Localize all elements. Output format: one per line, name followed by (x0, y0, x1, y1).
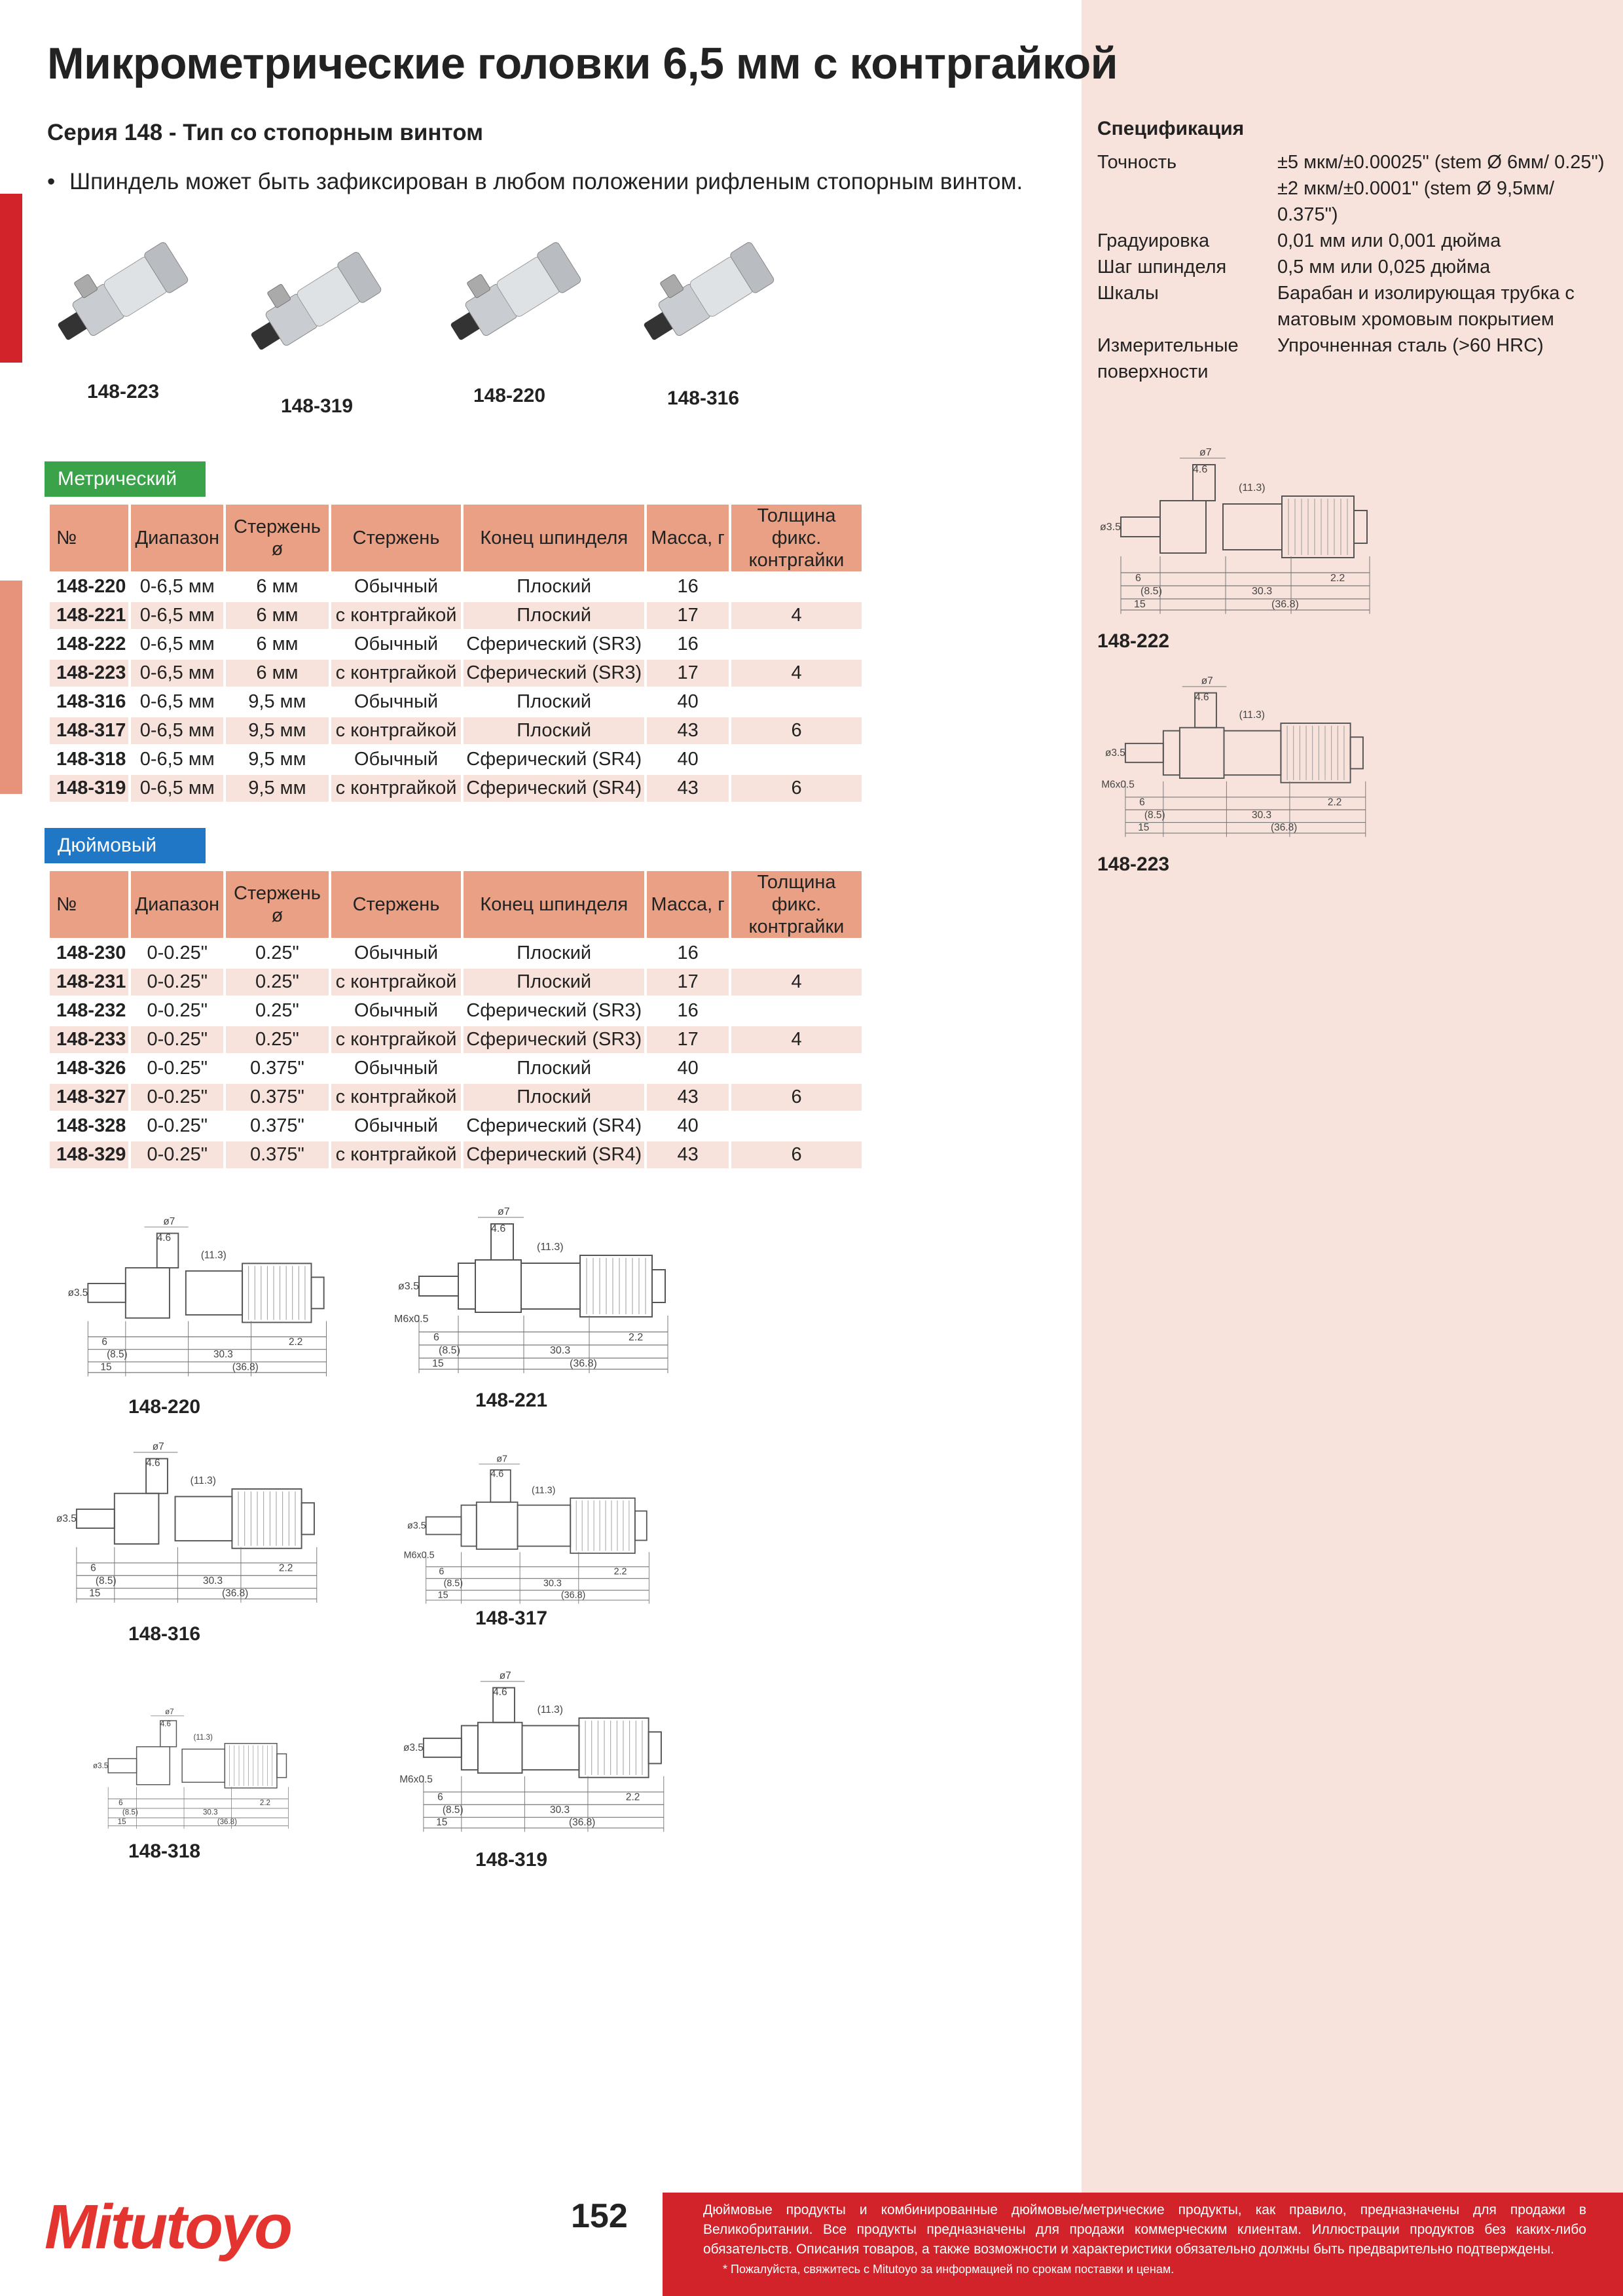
product-photo (39, 226, 196, 370)
table-cell: Обычный (331, 573, 461, 600)
table-cell: 16 (647, 631, 729, 658)
table-cell: с контргайкой (331, 1141, 461, 1168)
dimension-label: 2.2 (613, 1566, 627, 1577)
dimension-label: 30.3 (550, 1804, 570, 1816)
page-title: Микрометрические головки 6,5 мм с контргайкой (47, 39, 1118, 88)
column-header: Диапазон (131, 871, 223, 938)
technical-drawing (1095, 439, 1409, 628)
drawing-label: 148-317 (475, 1607, 548, 1629)
column-header: Масса, г (647, 505, 729, 571)
table-cell: Плоский (464, 717, 644, 744)
spec-value: ±2 мкм/±0.0001" (stem Ø 9,5мм/ 0.375") (1277, 178, 1555, 225)
column-header: Стержень (331, 871, 461, 938)
spec-value: Барабан и изолирующая трубка с матовым хромовым покрытием (1277, 283, 1575, 330)
table-cell: 0-0.25" (131, 940, 223, 967)
dimension-label: (8.5) (122, 1808, 138, 1817)
dimension-label: 6 (433, 1332, 439, 1343)
table-cell: 148-316 (50, 689, 128, 715)
table-cell (731, 1055, 862, 1082)
table-cell: Плоский (464, 689, 644, 715)
table-cell: 148-232 (50, 997, 128, 1024)
table-cell: 6 мм (226, 631, 329, 658)
table-cell (731, 573, 862, 600)
dimension-label: 6 (439, 1566, 445, 1577)
dimension-label: 30.3 (543, 1578, 562, 1589)
table-cell: 148-221 (50, 602, 128, 629)
dimension-label: (11.3) (1239, 709, 1265, 721)
table-cell: 17 (647, 1026, 729, 1053)
table-cell: 148-223 (50, 660, 128, 687)
technical-drawing (393, 1446, 694, 1617)
dimension-label: 6 (437, 1791, 443, 1803)
table-cell: Плоский (464, 969, 644, 996)
table-cell: 6 (731, 1141, 862, 1168)
inch-badge: Дюймовый (45, 828, 206, 863)
table-cell: 0-0.25" (131, 1113, 223, 1139)
dimension-label: 6 (119, 1799, 123, 1807)
dimension-label: (8.5) (439, 1345, 460, 1356)
table-cell: 0-6,5 мм (131, 689, 223, 715)
dimension-label: (8.5) (442, 1804, 464, 1816)
table-cell: 148-230 (50, 940, 128, 967)
table-cell: с контргайкой (331, 602, 461, 629)
dimension-label: 4.6 (146, 1458, 160, 1469)
dimension-label: (36.8) (1270, 822, 1298, 834)
dimension-label: ø7 (498, 1206, 510, 1217)
table-cell: 0-6,5 мм (131, 573, 223, 600)
product-photo-label: 148-220 (473, 385, 546, 406)
table-cell: 16 (647, 940, 729, 967)
table-cell: Обычный (331, 689, 461, 715)
specification-title: Спецификация (1097, 118, 1245, 139)
table-cell: 4 (731, 1026, 862, 1053)
spec-key (1097, 175, 1277, 228)
table-cell: 0-6,5 мм (131, 746, 223, 773)
dimension-label: 2.2 (289, 1336, 303, 1348)
column-header: Конец шпинделя (464, 871, 644, 938)
table-row (50, 940, 862, 967)
dimension-label: (11.3) (537, 1242, 564, 1253)
dimension-label: 4.6 (1193, 464, 1208, 475)
dimension-label: 2.2 (1330, 573, 1345, 584)
table-row (50, 689, 862, 715)
table-cell: 0.375" (226, 1055, 329, 1082)
product-photo-label: 148-223 (86, 381, 160, 403)
spec-key: Измерительные поверхности (1097, 335, 1239, 382)
dimension-label: 2.2 (629, 1332, 644, 1343)
table-cell: 148-326 (50, 1055, 128, 1082)
table-cell (731, 746, 862, 773)
dimension-label: (36.8) (217, 1818, 237, 1826)
table-cell: Плоский (464, 1055, 644, 1082)
spec-row (1097, 228, 1608, 254)
table-row (50, 997, 862, 1024)
dimension-label: M6x0.5 (403, 1550, 435, 1561)
table-cell: 40 (647, 746, 729, 773)
table-row (50, 969, 862, 996)
table-cell: 16 (647, 573, 729, 600)
table-cell (731, 689, 862, 715)
table-cell: Плоский (464, 573, 644, 600)
dimension-label: 15 (117, 1818, 126, 1826)
drawing-label: 148-222 (1097, 630, 1170, 652)
table-cell: 0.375" (226, 1113, 329, 1139)
spec-key: Точность (1097, 152, 1177, 173)
section-tab-red (0, 194, 22, 363)
disclaimer-note: * Пожалуйста, свяжитесь с Mitutoyo за информацией по срокам поставки и ценам. (723, 2263, 1175, 2276)
spec-row (1097, 149, 1608, 175)
dimension-label: (8.5) (107, 1349, 128, 1361)
product-photo (432, 226, 589, 370)
dimension-label: 2.2 (625, 1791, 640, 1803)
table-cell: 6 (731, 775, 862, 802)
dimension-label: ø3.5 (93, 1762, 109, 1770)
table-cell: 43 (647, 1141, 729, 1168)
dimension-label: 30.3 (1252, 586, 1273, 597)
dimension-label: M6x0.5 (1101, 779, 1135, 791)
dimension-label: 4.6 (493, 1687, 507, 1698)
column-header: Толщина фикс. контргайки (731, 505, 862, 571)
dimension-label: 30.3 (203, 1575, 223, 1587)
table-row (50, 573, 862, 600)
technical-drawing (46, 1433, 360, 1617)
spec-value: 0,01 мм или 0,001 дюйма (1277, 230, 1501, 251)
drawing-label: 148-316 (128, 1623, 201, 1645)
dimension-label: 4.6 (160, 1720, 171, 1729)
table-cell: 17 (647, 969, 729, 996)
dimension-label: 4.6 (156, 1232, 172, 1244)
table-header-row (50, 871, 862, 938)
table-cell: с контргайкой (331, 660, 461, 687)
table-cell: с контргайкой (331, 969, 461, 996)
product-photo (232, 236, 390, 380)
bullet-dot: • (47, 169, 56, 194)
spec-row (1097, 332, 1608, 385)
drawing-label: 148-221 (475, 1390, 548, 1411)
table-cell: с контргайкой (331, 1026, 461, 1053)
table-row (50, 631, 862, 658)
drawing-label: 148-220 (128, 1396, 201, 1418)
table-cell: 4 (731, 969, 862, 996)
table-cell: 6 мм (226, 660, 329, 687)
table-cell: с контргайкой (331, 1084, 461, 1111)
technical-drawing (393, 1198, 707, 1388)
table-cell: 6 (731, 717, 862, 744)
metric-badge: Метрический (45, 461, 206, 497)
dimension-label: ø7 (165, 1708, 174, 1716)
dimension-label: (11.3) (193, 1733, 213, 1742)
dimension-label: 15 (89, 1588, 101, 1600)
spec-key: Градуировка (1097, 230, 1210, 251)
table-cell: Обычный (331, 997, 461, 1024)
dimension-label: (8.5) (1140, 586, 1162, 597)
dimension-label: ø3.5 (67, 1287, 88, 1299)
table-cell: 0-0.25" (131, 1026, 223, 1053)
table-row (50, 1084, 862, 1111)
table-cell (731, 997, 862, 1024)
dimension-label: (11.3) (190, 1475, 216, 1487)
table-cell: 17 (647, 602, 729, 629)
dimension-label: (36.8) (570, 1358, 597, 1369)
table-cell: 0-0.25" (131, 997, 223, 1024)
dimension-label: 30.3 (213, 1349, 233, 1361)
table-cell: 16 (647, 997, 729, 1024)
dimension-label: ø3.5 (56, 1513, 77, 1525)
table-cell: 0-6,5 мм (131, 602, 223, 629)
drawing-label: 148-223 (1097, 853, 1170, 875)
dimension-label: ø3.5 (407, 1520, 426, 1532)
table-cell: 148-328 (50, 1113, 128, 1139)
dimension-label: 6 (1139, 797, 1145, 808)
dimension-label: ø7 (1199, 447, 1212, 458)
table-cell: 148-231 (50, 969, 128, 996)
dimension-label: 4.6 (1195, 692, 1209, 704)
table-cell: 148-233 (50, 1026, 128, 1053)
table-row (50, 1055, 862, 1082)
specification-block (1097, 118, 1608, 385)
section-tab-salmon (0, 581, 22, 794)
table-cell: Плоский (464, 940, 644, 967)
table-cell: Сферический (SR3) (464, 660, 644, 687)
drawing-label: 148-318 (128, 1840, 201, 1862)
table-cell: 9,5 мм (226, 689, 329, 715)
spec-value: 0,5 мм или 0,025 дюйма (1277, 257, 1491, 278)
dimension-label: 30.3 (550, 1345, 571, 1356)
table-cell: 148-318 (50, 746, 128, 773)
table-cell: 4 (731, 602, 862, 629)
column-header: Толщина фикс. контргайки (731, 871, 862, 938)
table-row (50, 1141, 862, 1168)
dimension-label: (11.3) (537, 1704, 563, 1716)
column-header: № (50, 871, 128, 938)
disclaimer-box (663, 2193, 1623, 2296)
table-cell: 43 (647, 717, 729, 744)
table-cell: 9,5 мм (226, 717, 329, 744)
dimension-label: 30.3 (1252, 809, 1272, 821)
table-row (50, 1026, 862, 1053)
dimension-label: 15 (432, 1358, 444, 1369)
specification-list (1097, 149, 1608, 385)
table-cell: 43 (647, 775, 729, 802)
table-cell: 4 (731, 660, 862, 687)
table-header-row (50, 505, 862, 571)
table-cell: Сферический (SR3) (464, 1026, 644, 1053)
table-cell: Сферический (SR4) (464, 1113, 644, 1139)
column-header: Стержень (331, 505, 461, 571)
drawing-label: 148-319 (475, 1849, 548, 1871)
dimension-label: ø7 (152, 1441, 164, 1453)
product-photo-label: 148-319 (280, 395, 354, 417)
table-cell: Плоский (464, 602, 644, 629)
dimension-label: 2.2 (259, 1799, 271, 1807)
inch-table (47, 869, 864, 1170)
table-cell: 43 (647, 1084, 729, 1111)
dimension-label: 15 (436, 1817, 448, 1829)
dimension-label: (11.3) (1239, 482, 1266, 493)
dimension-label: (11.3) (200, 1249, 227, 1261)
dimension-label: 2.2 (278, 1562, 293, 1574)
dimension-label: ø7 (163, 1215, 175, 1227)
disclaimer-text: Дюймовые продукты и комбинированные дюймовые/метрические продукты, как правило, предназначены для продажи в Великобритании. Все продукты предназначены для продажи коммерческим клиентам. Иллюстрации продуктов без каких-либо обязательств. Описания товаров, а также возможности и характеристики обязательно должны быть предварительно подтверждены. (703, 2202, 1586, 2257)
table-cell: 0.25" (226, 1026, 329, 1053)
dimension-label: ø7 (1201, 675, 1213, 687)
mitutoyo-logo: Mitutoyo (45, 2192, 291, 2262)
table-cell: 40 (647, 1113, 729, 1139)
technical-drawing (46, 1702, 360, 1839)
dimension-label: 15 (1138, 822, 1150, 834)
table-cell: Обычный (331, 940, 461, 967)
table-cell: Плоский (464, 1084, 644, 1111)
spec-value: Упрочненная сталь (>60 HRC) (1277, 335, 1544, 356)
technical-drawing (1095, 668, 1409, 851)
table-cell: 148-220 (50, 573, 128, 600)
dimension-label: 15 (100, 1361, 112, 1373)
table-cell: Сферический (SR4) (464, 1141, 644, 1168)
column-header: Конец шпинделя (464, 505, 644, 571)
table-cell: Сферический (SR3) (464, 631, 644, 658)
table-cell: Сферический (SR3) (464, 997, 644, 1024)
technical-drawing (393, 1662, 707, 1846)
dimension-label: 4.6 (491, 1223, 506, 1234)
spec-row (1097, 254, 1608, 280)
dimension-label: (36.8) (1271, 599, 1299, 610)
table-cell: с контргайкой (331, 775, 461, 802)
spec-row (1097, 280, 1608, 332)
table-cell: 0.375" (226, 1141, 329, 1168)
spec-row (1097, 175, 1608, 228)
table-cell: 0-6,5 мм (131, 660, 223, 687)
dimension-label: 15 (1134, 599, 1146, 610)
table-cell: 40 (647, 1055, 729, 1082)
table-cell (731, 631, 862, 658)
page-number: 152 (571, 2197, 628, 2235)
feature-bullet (47, 169, 1023, 195)
column-header: № (50, 505, 128, 571)
dimension-label: ø3.5 (403, 1742, 424, 1754)
column-header: Диапазон (131, 505, 223, 571)
table-cell: 0.25" (226, 969, 329, 996)
dimension-label: ø3.5 (1105, 747, 1125, 759)
dimension-label: M6x0.5 (394, 1314, 429, 1325)
table-cell: 0-6,5 мм (131, 775, 223, 802)
dimension-label: (8.5) (95, 1575, 117, 1587)
product-photo (625, 226, 782, 370)
table-row (50, 717, 862, 744)
table-cell: Обычный (331, 746, 461, 773)
dimension-label: ø3.5 (1100, 522, 1122, 533)
table-cell: 0-6,5 мм (131, 631, 223, 658)
dimension-label: (8.5) (443, 1578, 464, 1589)
table-cell: 6 мм (226, 573, 329, 600)
table-cell: 148-329 (50, 1141, 128, 1168)
column-header: Стержень ø (226, 505, 329, 571)
table-cell: 0.25" (226, 940, 329, 967)
dimension-label: 6 (1135, 573, 1141, 584)
dimension-label: ø7 (499, 1670, 511, 1682)
metric-table (47, 503, 864, 804)
table-cell: 17 (647, 660, 729, 687)
table-cell: Обычный (331, 631, 461, 658)
dimension-label: 30.3 (203, 1808, 218, 1817)
dimension-label: ø7 (496, 1454, 508, 1465)
dimension-label: 6 (90, 1562, 96, 1574)
table-cell: 9,5 мм (226, 775, 329, 802)
spec-key: Шаг шпинделя (1097, 257, 1227, 278)
table-cell: 6 мм (226, 602, 329, 629)
table-cell: Сферический (SR4) (464, 746, 644, 773)
table-cell: 0-0.25" (131, 1141, 223, 1168)
table-row (50, 775, 862, 802)
series-subtitle: Серия 148 - Тип со стопорным винтом (47, 120, 484, 145)
table-cell: 0-0.25" (131, 969, 223, 996)
dimension-label: (8.5) (1144, 809, 1165, 821)
table-row (50, 602, 862, 629)
table-cell: 148-327 (50, 1084, 128, 1111)
dimension-label: (36.8) (221, 1588, 249, 1600)
dimension-label: M6x0.5 (399, 1774, 433, 1785)
table-cell: Обычный (331, 1055, 461, 1082)
dimension-label: (36.8) (232, 1361, 259, 1373)
table-cell: с контргайкой (331, 717, 461, 744)
spec-value: ±5 мкм/±0.00025" (stem Ø 6мм/ 0.25") (1277, 152, 1605, 173)
product-photo-label: 148-316 (666, 387, 740, 409)
table-row (50, 746, 862, 773)
dimension-label: 2.2 (1327, 797, 1342, 808)
table-cell: 148-317 (50, 717, 128, 744)
table-cell: Сферический (SR4) (464, 775, 644, 802)
table-cell: 0-0.25" (131, 1055, 223, 1082)
table-cell: 0-6,5 мм (131, 717, 223, 744)
dimension-label: ø3.5 (398, 1281, 420, 1292)
dimension-label: (11.3) (532, 1485, 556, 1496)
table-cell: 9,5 мм (226, 746, 329, 773)
column-header: Масса, г (647, 871, 729, 938)
table-row (50, 1113, 862, 1139)
table-cell (731, 940, 862, 967)
column-header: Стержень ø (226, 871, 329, 938)
dimension-label: (36.8) (560, 1590, 586, 1601)
table-cell: Обычный (331, 1113, 461, 1139)
table-cell: 148-222 (50, 631, 128, 658)
dimension-label: 4.6 (490, 1469, 504, 1480)
table-cell: 0.25" (226, 997, 329, 1024)
table-cell (731, 1113, 862, 1139)
table-cell: 6 (731, 1084, 862, 1111)
dimension-label: 15 (437, 1590, 448, 1601)
table-cell: 40 (647, 689, 729, 715)
table-row (50, 660, 862, 687)
feature-bullet-text: Шпиндель может быть зафиксирован в любом положении рифленым стопорным винтом. (69, 169, 1023, 194)
table-cell: 0.375" (226, 1084, 329, 1111)
dimension-label: (36.8) (568, 1817, 596, 1829)
spec-key: Шкалы (1097, 283, 1159, 304)
technical-drawing (63, 1204, 364, 1394)
dimension-label: 6 (101, 1336, 107, 1348)
table-cell: 0-0.25" (131, 1084, 223, 1111)
table-cell: 148-319 (50, 775, 128, 802)
